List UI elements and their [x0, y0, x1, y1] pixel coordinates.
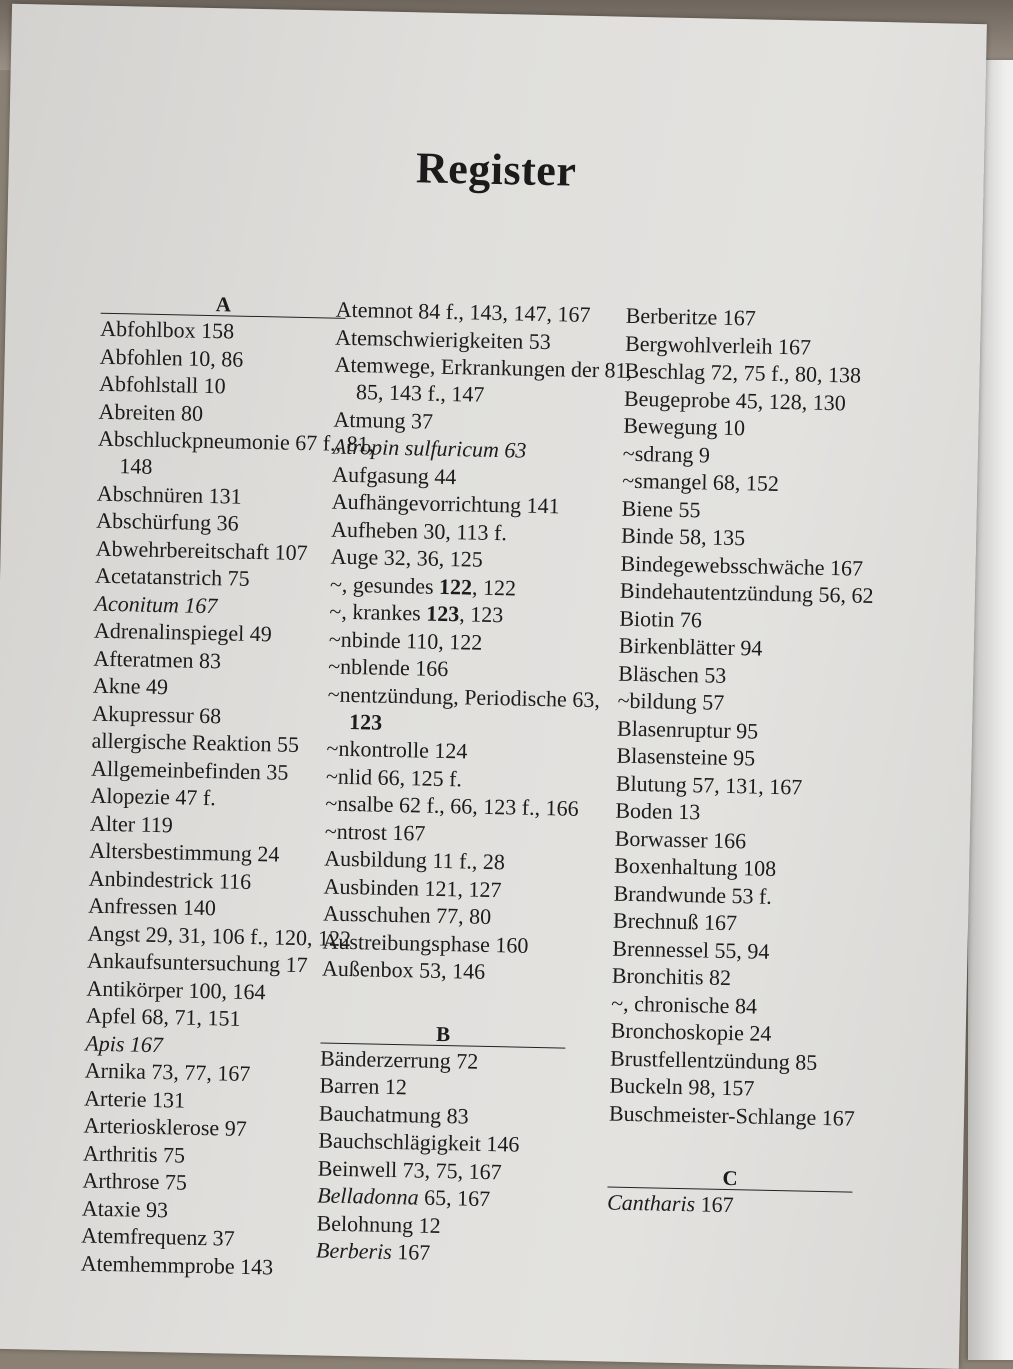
index-entry: Brechnuß 167 [612, 907, 738, 936]
index-entry: ~nblende 166 [328, 653, 449, 682]
index-entry: Atemschwierigkeiten 53 [334, 324, 552, 354]
index-entry: Boden 13 [615, 797, 701, 825]
section-letter-heading: A [101, 291, 346, 319]
index-entry: Brustfellentzündung 85 [609, 1045, 818, 1075]
index-entry: Atemfrequenz 37 [81, 1222, 235, 1251]
index-entry: Alter 119 [89, 810, 174, 837]
index-entry: Außenbox 53, 146 [321, 955, 486, 984]
index-entry: Boxenhaltung 108 [613, 852, 777, 881]
index-entry: Ausbildung 11 f., 28 [324, 845, 506, 875]
index-entry: Abreiten 80 [98, 398, 204, 426]
index-entry: Abfohlbox 158 [100, 315, 235, 344]
index-entry: Bewegung 10 [623, 412, 746, 441]
index-entry: Brandwunde 53 f. [613, 880, 773, 909]
index-entry: ~bildung 57 [617, 687, 725, 715]
index-entry: Aufgasung 44 [332, 461, 457, 489]
index-entry: Bergwohlverleih 167 [624, 330, 812, 360]
index-entry: Antikörper 100, 164 [86, 975, 266, 1004]
index-entry: Bronchitis 82 [611, 962, 732, 991]
index-entry: Beugeprobe 45, 128, 130 [623, 385, 847, 415]
index-entry: Biene 55 [621, 495, 701, 522]
index-entry: Angst 29, 31, 106 f., 120, 122 [87, 920, 352, 951]
index-entry: Buschmeister-Schlange 167 [608, 1100, 856, 1131]
index-entry: Barren 12 [319, 1072, 408, 1100]
index-entry: Beschlag 72, 75 f., 80, 138 [624, 357, 862, 388]
index-entry: Abfohlen 10, 86 [99, 343, 244, 372]
index-entry: Arthritis 75 [82, 1140, 186, 1168]
index-entry: Aufheben 30, 113 f. [330, 516, 508, 545]
index-entry: Belohnung 12 [316, 1209, 441, 1238]
index-entry: Bauchschlägigkeit 146 [318, 1127, 520, 1157]
index-entry: Alopezie 47 f. [90, 782, 217, 811]
index-entry: Cantharis 167 [606, 1189, 734, 1218]
section-gap [608, 1127, 909, 1171]
index-entry: Belladonna 65, 167 [316, 1182, 491, 1212]
index-entry: Blasenruptur 95 [616, 715, 759, 744]
index-entry: Altersbestimmung 24 [89, 837, 280, 867]
index-entry: Bindegewebsschwäche 167 [620, 550, 864, 581]
index-entry: Aconitum 167 [94, 590, 218, 618]
index-entry: Brennessel 55, 94 [612, 935, 770, 964]
index-entry: Arthrose 75 [82, 1167, 188, 1195]
index-entry: Bauchatmung 83 [318, 1099, 469, 1129]
section-letter-heading: C [607, 1165, 852, 1193]
index-entry: Ankaufsuntersuchung 17 [86, 947, 308, 978]
index-entry: Blasensteine 95 [616, 742, 756, 771]
index-entry: Arterie 131 [83, 1085, 186, 1113]
index-entry: ~smangel 68, 152 [622, 467, 780, 496]
index-entry: ~nbinde 110, 122 [328, 626, 483, 655]
index-entry: Atemnot 84 f., 143, 147, 167 [335, 296, 591, 327]
index-entry: Berberis 167 [315, 1237, 431, 1265]
index-entry: Biotin 76 [619, 605, 703, 632]
index-entry: Ausbinden 121, 127 [323, 873, 502, 902]
index-entry: Abfohlstall 10 [98, 370, 226, 399]
index-entry: Atropin sulfuricum 63 [332, 433, 527, 463]
index-entry: ~nlid 66, 125 f. [325, 763, 463, 791]
index-entry: Allgemeinbefinden 35 [90, 755, 289, 785]
index-entry: allergische Reaktion 55 [91, 727, 300, 757]
index-entry: Beinwell 73, 75, 167 [317, 1154, 502, 1184]
index-entry: Auge 32, 36, 125 [330, 543, 483, 572]
index-entry: Arnika 73, 77, 167 [84, 1057, 251, 1087]
index-entry: Anbindestrick 116 [88, 865, 252, 894]
section-letter-heading: B [320, 1020, 565, 1048]
index-entry: Akne 49 [92, 672, 169, 700]
index-entry: ~nentzündung, Periodische 63, 123 [327, 681, 601, 735]
index-column-2 [316, 296, 636, 1271]
book-page [0, 4, 987, 1369]
index-entry: Apis 167 [85, 1030, 164, 1057]
index-entry: Berberitze 167 [625, 302, 757, 331]
index-entry: Austreibungsphase 160 [322, 928, 529, 958]
index-entry: Borwasser 166 [614, 825, 747, 853]
index-entry: Blutung 57, 131, 167 [615, 770, 803, 800]
index-entry: Abwehrbereitschaft 107 [95, 535, 308, 565]
index-entry: Adrenalinspiegel 49 [93, 617, 273, 647]
index-entry: Bronchoskopie 24 [610, 1017, 772, 1046]
index-column-3 [607, 302, 926, 1223]
index-entry: Ataxie 93 [81, 1195, 169, 1222]
index-entry: ~, chronische 84 [611, 990, 758, 1019]
index-entry: ~, krankes 123, 123 [329, 598, 504, 628]
index-entry: ~ntrost 167 [324, 818, 426, 846]
index-entry: ~sdrang 9 [622, 440, 711, 467]
index-entry: Akupressur 68 [92, 700, 222, 728]
index-entry: Arteriosklerose 97 [83, 1112, 247, 1141]
page-title: Register [415, 143, 577, 196]
index-entry: Abschürfung 36 [96, 507, 239, 536]
index-entry: Anfressen 140 [87, 892, 217, 921]
index-entry: Bläschen 53 [617, 660, 727, 688]
index-entry: Ausschuhen 77, 80 [322, 900, 492, 930]
section-gap [321, 982, 622, 1026]
index-entry: Bindehautentzündung 56, 62 [619, 577, 874, 608]
index-entry: Bänderzerrung 72 [319, 1044, 479, 1074]
index-entry: Atmung 37 [333, 406, 434, 434]
index-entry: Apfel 68, 71, 151 [85, 1002, 241, 1031]
index-entry: Afteratmen 83 [93, 645, 222, 673]
index-entry: Atemhemmprobe 143 [80, 1250, 274, 1280]
index-entry: Acetatanstrich 75 [94, 562, 250, 591]
index-entry: Abschnüren 131 [96, 480, 242, 509]
index-entry: Aufhängevorrichtung 141 [331, 488, 560, 519]
index-entry: Atemwege, Erkrankungen der 81, 85, 143 f., 147 [334, 351, 633, 407]
index-entry: ~nkontrolle 124 [326, 735, 468, 764]
index-entry: ~nsalbe 62 f., 66, 123 f., 166 [325, 790, 579, 821]
index-entry: ~, gesundes 122, 122 [329, 571, 517, 600]
index-entry: Abschluckpneumonie 67 f., 81, 148 [97, 425, 375, 479]
index-entry: Buckeln 98, 157 [609, 1072, 755, 1101]
index-entry: Birkenblätter 94 [618, 632, 763, 661]
index-entry: Binde 58, 135 [620, 522, 746, 551]
